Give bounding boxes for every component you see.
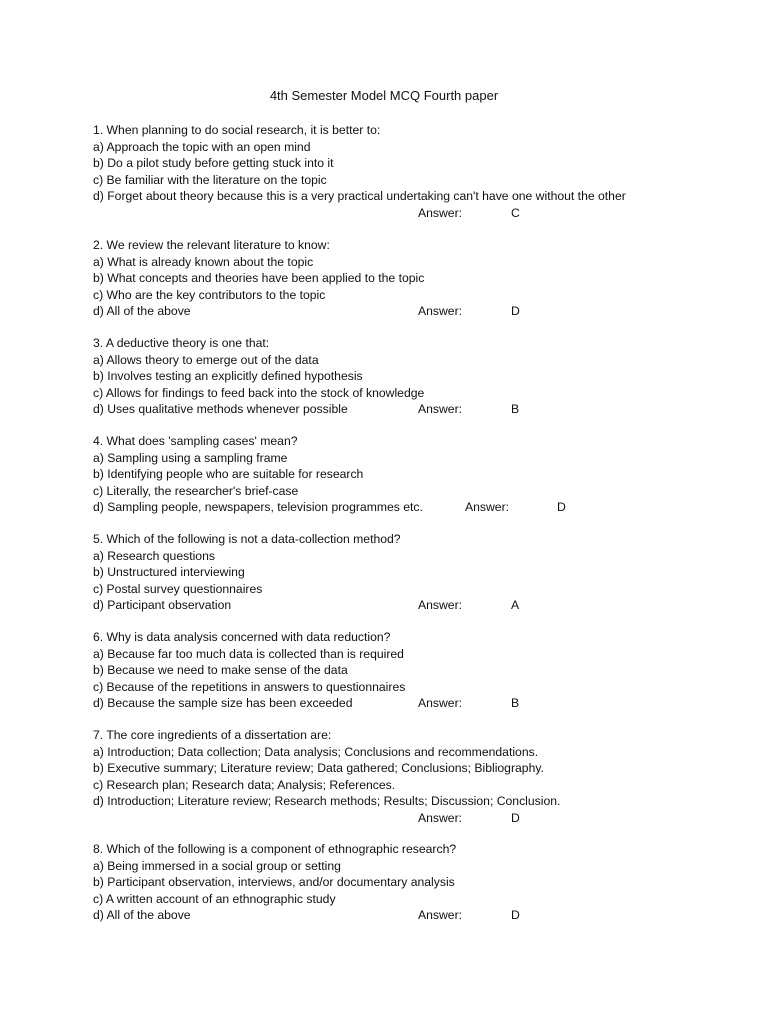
option-a: a) Allows theory to emerge out of the data bbox=[93, 352, 319, 367]
question-stem: 2. We review the relevant literature to know: bbox=[93, 238, 330, 252]
answer-label: Answer: bbox=[465, 500, 510, 514]
option-c: c) Allows for findings to feed back into the stock of knowledge bbox=[93, 385, 425, 400]
answer-label: Answer: bbox=[418, 402, 463, 416]
answer-value: D bbox=[511, 810, 520, 825]
option-c: c) Postal survey questionnaires bbox=[93, 581, 263, 596]
answer-row bbox=[93, 810, 733, 827]
option-d: d) All of the above bbox=[93, 304, 191, 318]
answer-value: B bbox=[511, 696, 520, 710]
option-c: c) Because of the repetitions in answers to questionnaires bbox=[93, 679, 406, 694]
option-b: b) Do a pilot study before getting stuck into it bbox=[93, 156, 334, 170]
option-d: d) Uses qualitative methods whenever possible bbox=[93, 402, 348, 416]
option-d-with-answer bbox=[93, 597, 733, 614]
option-b: b) Executive summary; Literature review; Data gathered; Conclusions; Bibliography. bbox=[93, 761, 544, 775]
question-stem: 1. When planning to do social research, it is better to: bbox=[93, 123, 381, 137]
option-a: a) What is already known about the topic bbox=[93, 254, 314, 269]
option-a: a) Introduction; Data collection; Data analysis; Conclusions and recommendations. bbox=[93, 744, 539, 759]
option-d: d) Sampling people, newspapers, television programmes etc. bbox=[93, 500, 423, 514]
option-d: d) Forget about theory because this is a very practical undertaking can't have one without the other bbox=[93, 189, 626, 203]
option-b: b) Because we need to make sense of the data bbox=[93, 663, 348, 677]
option-c: c) Be familiar with the literature on the topic bbox=[93, 172, 327, 187]
option-a: a) Sampling using a sampling frame bbox=[93, 450, 288, 465]
question-6 bbox=[93, 629, 733, 712]
option-a: a) Approach the topic with an open mind bbox=[93, 139, 311, 154]
answer-value: D bbox=[511, 304, 520, 318]
question-7 bbox=[93, 727, 733, 826]
question-5 bbox=[93, 531, 733, 614]
question-stem: 6. Why is data analysis concerned with data reduction? bbox=[93, 630, 391, 644]
option-b: b) Unstructured interviewing bbox=[93, 565, 245, 579]
option-d: d) Participant observation bbox=[93, 598, 232, 612]
answer-value: A bbox=[511, 598, 520, 612]
answer-value: D bbox=[511, 908, 520, 922]
option-b: b) Participant observation, interviews, and/or documentary analysis bbox=[93, 875, 455, 889]
page-title: 4th Semester Model MCQ Fourth paper bbox=[269, 88, 499, 103]
option-d-with-answer bbox=[93, 303, 733, 320]
option-a: a) Because far too much data is collected than is required bbox=[93, 646, 404, 661]
option-a: a) Being immersed in a social group or setting bbox=[93, 858, 341, 873]
answer-label: Answer: bbox=[418, 696, 463, 710]
option-d-with-answer bbox=[93, 401, 733, 418]
option-d: d) Because the sample size has been exceeded bbox=[93, 696, 353, 710]
answer-label: Answer: bbox=[418, 598, 463, 612]
question-stem: 7. The core ingredients of a dissertation are: bbox=[93, 728, 332, 742]
question-stem: 4. What does 'sampling cases' mean? bbox=[93, 434, 298, 448]
answer-label: Answer: bbox=[418, 908, 463, 922]
option-c: c) Research plan; Research data; Analysis; References. bbox=[93, 777, 396, 792]
option-b: b) Identifying people who are suitable for research bbox=[93, 467, 364, 481]
option-d-with-answer bbox=[93, 907, 733, 924]
option-c: c) Who are the key contributors to the topic bbox=[93, 287, 326, 302]
question-2 bbox=[93, 237, 733, 320]
question-1 bbox=[93, 122, 733, 221]
answer-row bbox=[93, 205, 733, 222]
question-4 bbox=[93, 433, 733, 516]
question-stem: 5. Which of the following is not a data-collection method? bbox=[93, 532, 401, 546]
option-d-with-answer bbox=[93, 499, 733, 516]
option-a: a) Research questions bbox=[93, 548, 215, 563]
answer-value: C bbox=[511, 205, 520, 220]
option-c: c) Literally, the researcher's brief-case bbox=[93, 483, 299, 498]
question-3 bbox=[93, 335, 733, 418]
option-d-with-answer bbox=[93, 695, 733, 712]
option-b: b) What concepts and theories have been applied to the topic bbox=[93, 271, 425, 285]
answer-value: D bbox=[557, 500, 566, 514]
answer-label: Answer: bbox=[418, 810, 463, 825]
question-8 bbox=[93, 841, 733, 924]
answer-label: Answer: bbox=[418, 304, 463, 318]
question-stem: 8. Which of the following is a component of ethnographic research? bbox=[93, 842, 457, 856]
option-d: d) All of the above bbox=[93, 908, 191, 922]
option-b: b) Involves testing an explicitly defined hypothesis bbox=[93, 369, 363, 383]
option-c: c) A written account of an ethnographic study bbox=[93, 891, 336, 906]
option-d: d) Introduction; Literature review; Research methods; Results; Discussion; Conclusion. bbox=[93, 794, 561, 808]
answer-label: Answer: bbox=[418, 205, 463, 220]
question-stem: 3. A deductive theory is one that: bbox=[93, 336, 270, 350]
answer-value: B bbox=[511, 402, 520, 416]
